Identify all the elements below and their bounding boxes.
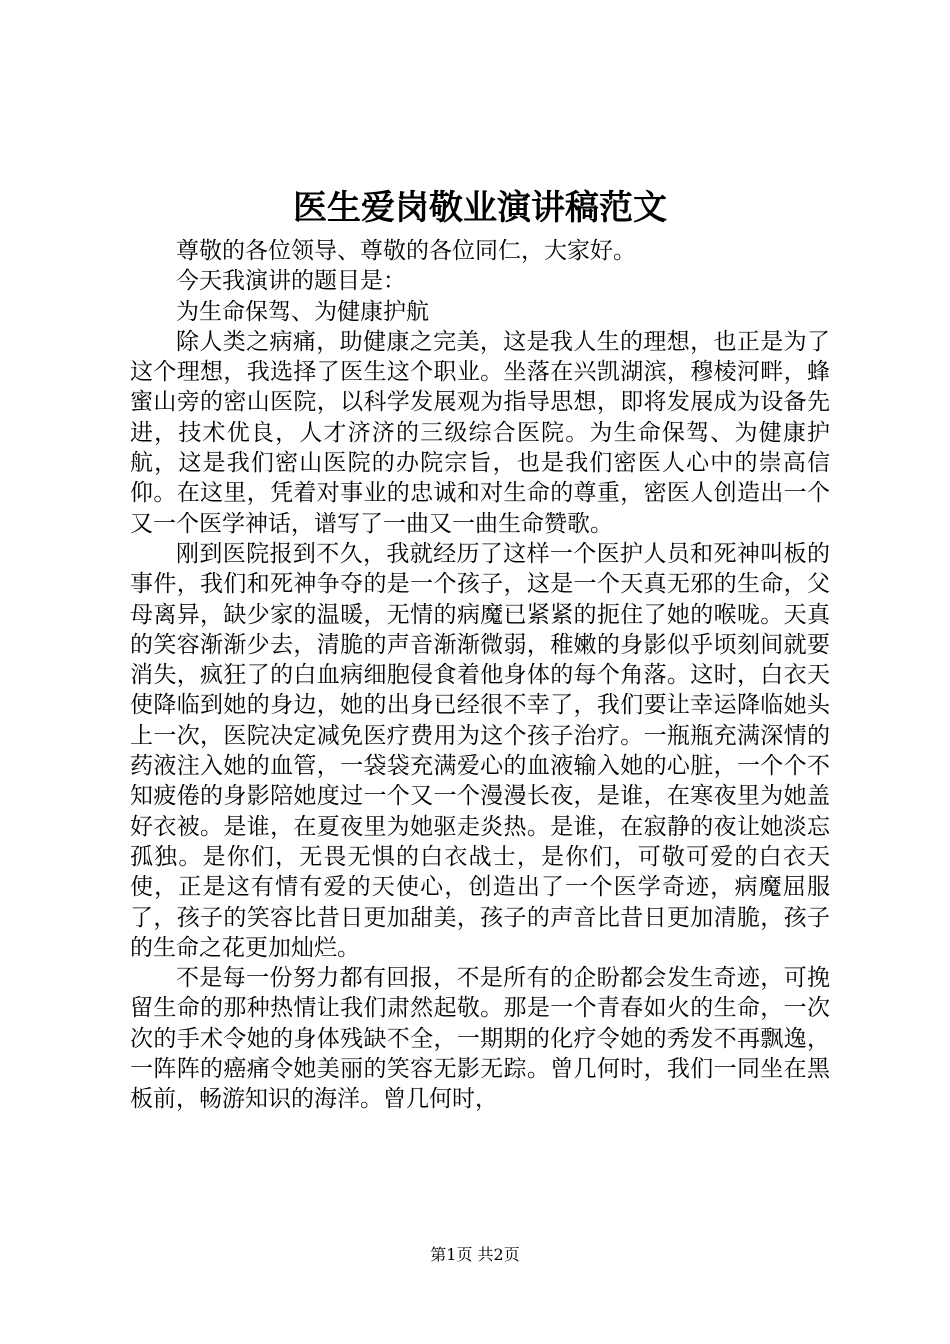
document-body xyxy=(130,236,830,1115)
paragraph-1: 除人类之病痛，助健康之完美，这是我人生的理想，也正是为了这个理想，我选择了医生这个职业。坐落在兴凯湖滨，穆棱河畔，蜂蜜山旁的密山医院，以科学发展观为指导思想，即将发展成为设备先进，技术优良，人才济济的三级综合医院。为生命保驾、为健康护航，这是我们密山医院的办院宗旨，也是我们密医人心中的崇高信仰。在这里，凭着对事业的忠诚和对生命的尊重，密医人创造出一个又一个医学神话，谱写了一曲又一曲生命赞歌。 xyxy=(130,328,830,537)
paragraph-topic-intro: 今天我演讲的题目是： xyxy=(176,268,406,295)
paragraph-2: 刚到医院报到不久，我就经历了这样一个医护人员和死神叫板的事件，我们和死神争夺的是一个孩子，这是一个天真无邪的生命，父母离异，缺少家的温暖，无情的病魔已紧紧的扼住了她的喉咙。天真的笑容渐渐少去，清脆的声音渐渐微弱，稚嫩的身影似乎顷刻间就要消失，疯狂了的白血病细胞侵食着他身体的每个角落。这时，白衣天使降临到她的身边，她的出身已经很不幸了，我们要让幸运降临她头上一次，医院决定减免医疗费用为这个孩子治疗。一瓶瓶充满深情的药液注入她的血管，一袋袋充满爱心的血液输入她的心脏，一个个不知疲倦的身影陪她度过一个又一个漫漫长夜，是谁，在寒夜里为她盖好衣被。是谁，在夏夜里为她驱走炎热。是谁，在寂静的夜让她淡忘孤独。是你们，无畏无惧的白衣战士，是你们，可敬可爱的白衣天使，正是这有情有爱的天使心，创造出了一个医学奇迹，病魔屈服了，孩子的笑容比昔日更加甜美，孩子的声音比昔日更加清脆，孩子的生命之花更加灿烂。 xyxy=(130,540,830,961)
page-footer: 第1页 共2页 xyxy=(430,1245,520,1264)
paragraph-topic: 为生命保驾、为健康护航 xyxy=(176,298,429,325)
document-title: 医生爱岗敬业演讲稿范文 xyxy=(293,188,667,228)
paragraph-greeting: 尊敬的各位领导、尊敬的各位同仁，大家好。 xyxy=(176,238,636,264)
paragraph-3: 不是每一份努力都有回报，不是所有的企盼都会发生奇迹，可挽留生命的那种热情让我们肃然起敬。那是一个青春如火的生命，一次次的手术令她的身体残缺不全，一期期的化疗令她的秀发不再飘逸，一阵阵的癌痛令她美丽的笑容无影无踪。曾几何时，我们一同坐在黑板前，畅游知识的海洋。曾几何时， xyxy=(130,965,830,1113)
